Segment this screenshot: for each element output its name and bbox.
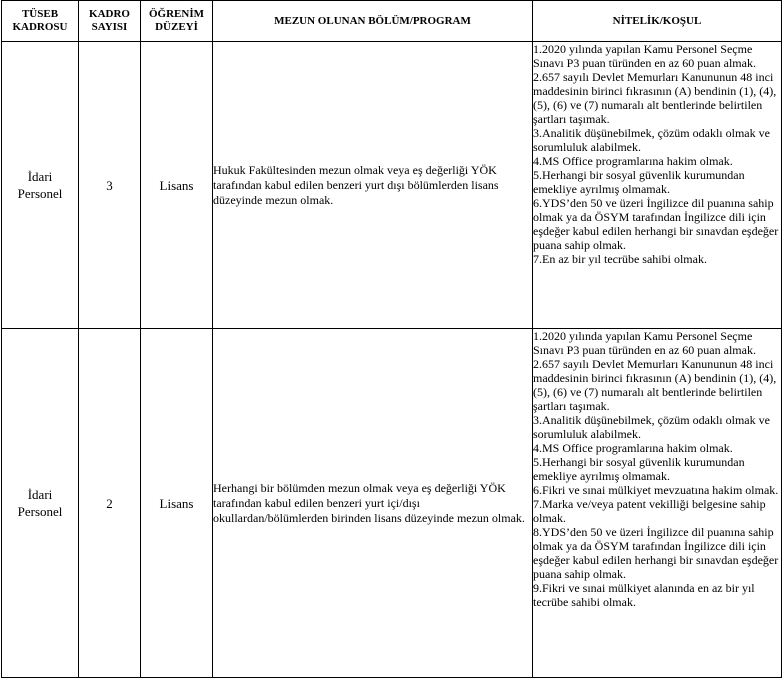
condition-item: 4.MS Office programlarına hakim olmak. xyxy=(533,154,733,168)
condition-item: 6.Fikri ve sınai mülkiyet mevzuatına hakim olmak. xyxy=(533,483,779,497)
condition-item: 1.2020 yılında yapılan Kamu Personel Seçme Sınavı P3 puan türünden en az 60 puan almak. xyxy=(533,42,756,70)
condition-item: 1.2020 yılında yapılan Kamu Personel Seçme Sınavı P3 puan türünden en az 60 puan almak. xyxy=(533,329,756,357)
table-row xyxy=(2,42,782,329)
header-mezun-bolum: MEZUN OLUNAN BÖLÜM/PROGRAM xyxy=(213,1,533,42)
table-row xyxy=(2,329,782,678)
kadro-cell: İdari Personel xyxy=(2,42,79,329)
condition-item: 5.Herhangi bir sosyal güvenlik kurumundan emekliye ayrılmış olmamak. xyxy=(533,168,745,196)
condition-item: 7.En az bir yıl tecrübe sahibi olmak. xyxy=(533,252,707,266)
condition-item: 6.YDS’den 50 ve üzeri İngilizce dil puanına sahip olmak ya da ÖSYM tarafından İngilizce dili için eşdeğer kabul edilen herhangi bir sınavdan eşdeğer puana sahip olmak. xyxy=(533,196,779,252)
kadro-cell: İdari Personel xyxy=(2,329,79,678)
condition-item: 8.YDS’den 50 ve üzeri İngilizce dil puanına sahip olmak ya da ÖSYM tarafından İngilizce dili için eşdeğer kabul edilen herhangi bir sınavdan eşdeğer puana sahip olmak. xyxy=(533,525,779,581)
requirements-table xyxy=(1,0,782,678)
conditions-cell xyxy=(533,42,782,329)
ogrenim-duzeyi-cell: Lisans xyxy=(141,329,213,678)
ogrenim-duzeyi-cell: Lisans xyxy=(141,42,213,329)
condition-item: 7.Marka ve/veya patent vekilliği belgesine sahip olmak. xyxy=(533,497,766,525)
condition-item: 2.657 sayılı Devlet Memurları Kanununun 48 inci maddesinin birinci fıkrasının (A) bendinin (1), (4), (5), (6) ve (7) numaralı alt bentlerinde belirtilen şartları taşımak. xyxy=(533,70,777,126)
kadro-sayisi-cell: 2 xyxy=(79,329,141,678)
header-kadro-sayisi: KADRO SAYISI xyxy=(79,1,141,42)
program-cell: Hukuk Fakültesinden mezun olmak veya eş değerliği YÖK tarafından kabul edilen benzeri yurt dışı bölümlerden lisans düzeyinde mezun olmak. xyxy=(213,42,533,329)
condition-item: 9.Fikri ve sınai mülkiyet alanında en az bir yıl tecrübe sahibi olmak. xyxy=(533,581,755,609)
header-tuseb-kadrosu: TÜSEB KADROSU xyxy=(2,1,79,42)
conditions-cell xyxy=(533,329,782,678)
condition-item: 2.657 sayılı Devlet Memurları Kanununun 48 inci maddesinin birinci fıkrasının (A) bendinin (1), (4), (5), (6) ve (7) numaralı alt bentlerinde belirtilen şartları taşımak. xyxy=(533,357,777,413)
header-nitelik-kosul: NİTELİK/KOŞUL xyxy=(533,1,782,42)
kadro-sayisi-cell: 3 xyxy=(79,42,141,329)
program-cell: Herhangi bir bölümden mezun olmak veya eş değerliği YÖK tarafından kabul edilen benzeri yurt içi/dışı okullardan/bölümlerden birinden lisans düzeyinde mezun olmak. xyxy=(213,329,533,678)
header-ogrenim-duzeyi: ÖĞRENİM DÜZEYİ xyxy=(141,1,213,42)
condition-item: 4.MS Office programlarına hakim olmak. xyxy=(533,441,733,455)
header-row xyxy=(2,1,782,42)
condition-item: 5.Herhangi bir sosyal güvenlik kurumundan emekliye ayrılmış olmamak. xyxy=(533,455,745,483)
condition-item: 3.Analitik düşünebilmek, çözüm odaklı olmak ve sorumluluk alabilmek. xyxy=(533,126,770,154)
condition-item: 3.Analitik düşünebilmek, çözüm odaklı olmak ve sorumluluk alabilmek. xyxy=(533,413,770,441)
